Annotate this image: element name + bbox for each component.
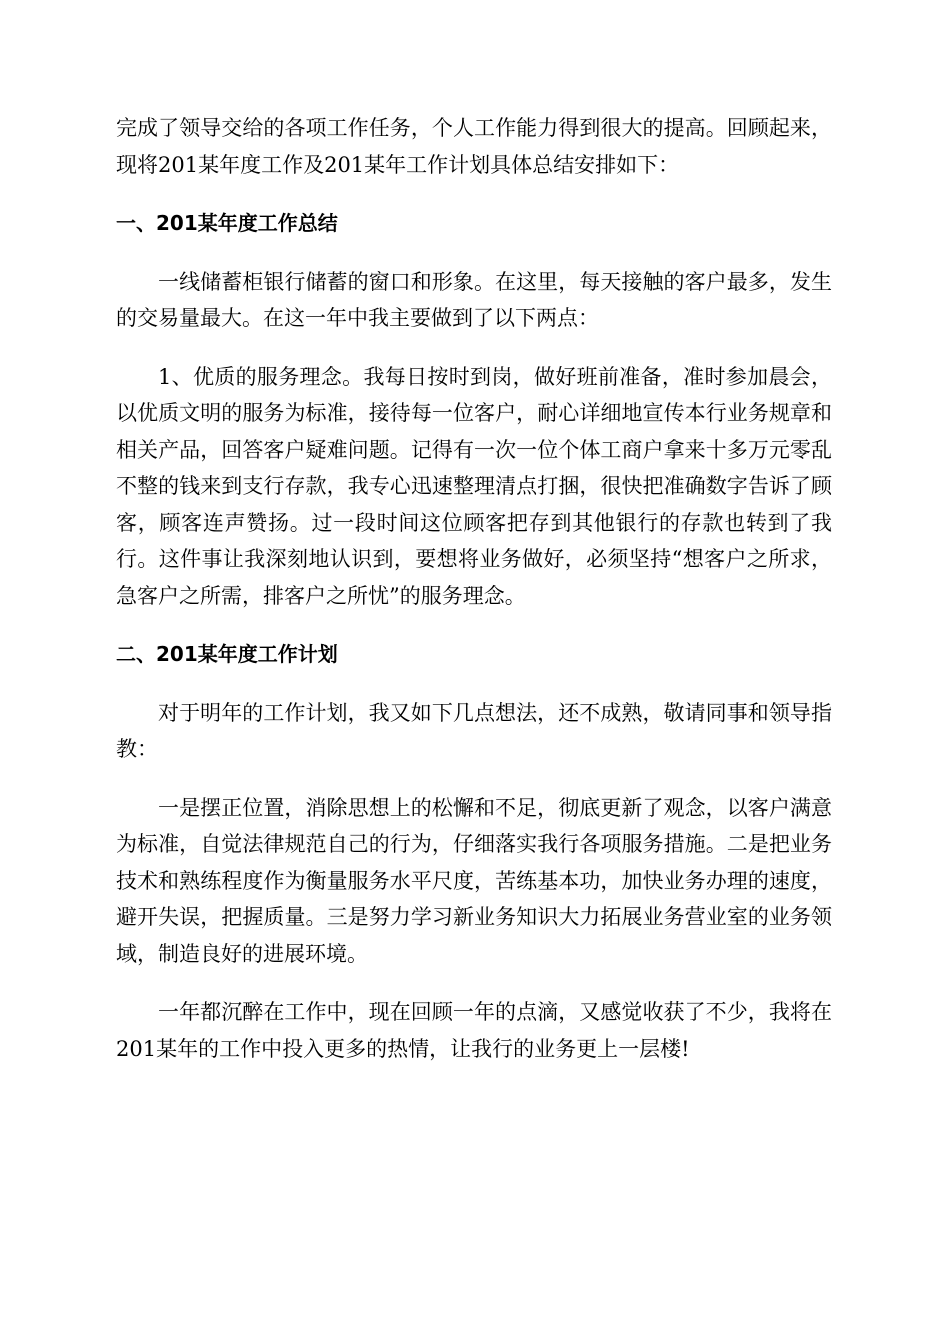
- document-page: [116, 110, 832, 1089]
- section-2-paragraph-3: 一年都沉醉在工作中，现在回顾一年的点滴，又感觉收获了不少，我将在201某年的工作中投入更多的热情，让我行的业务更上一层楼!: [116, 1000, 832, 1061]
- section-1-heading: 一、201某年度工作总结: [116, 211, 338, 235]
- section-2-paragraph-2: 一是摆正位置，消除思想上的松懈和不足，彻底更新了观念，以客户满意为标准，自觉法律规范自己的行为，仔细落实我行各项服务措施。二是把业务技术和熟练程度作为衡量服务水平尺度，苦练基本功，加快业务办理的速度，避开失误，把握质量。三是努力学习新业务知识大力拓展业务营业室的业务领域，制造良好的进展环境。: [116, 795, 832, 966]
- intro-paragraph: 完成了领导交给的各项工作任务，个人工作能力得到很大的提高。回顾起来，现将201某年度工作及201某年工作计划具体总结安排如下：: [116, 116, 832, 177]
- section-2-heading: 二、201某年度工作计划: [116, 642, 338, 666]
- section-1-paragraph-2: 1、优质的服务理念。我每日按时到岗，做好班前准备，准时参加晨会，以优质文明的服务为标准，接待每一位客户，耐心详细地宣传本行业务规章和相关产品，回答客户疑难问题。记得有一次一位个体工商户拿来十多万元零乱不整的钱来到支行存款，我专心迅速整理清点打捆，很快把准确数字告诉了顾客，顾客连声赞扬。过一段时间这位顾客把存到其他银行的存款也转到了我行。这件事让我深刻地认识到，要想将业务做好，必须坚持“想客户之所求，急客户之所需，排客户之所忧”的服务理念。: [116, 364, 832, 608]
- section-1-paragraph-1: 一线储蓄柜银行储蓄的窗口和形象。在这里，每天接触的客户最多，发生的交易量最大。在这一年中我主要做到了以下两点：: [116, 269, 832, 330]
- section-2-paragraph-1: 对于明年的工作计划，我又如下几点想法，还不成熟，敬请同事和领导指教：: [116, 700, 832, 761]
